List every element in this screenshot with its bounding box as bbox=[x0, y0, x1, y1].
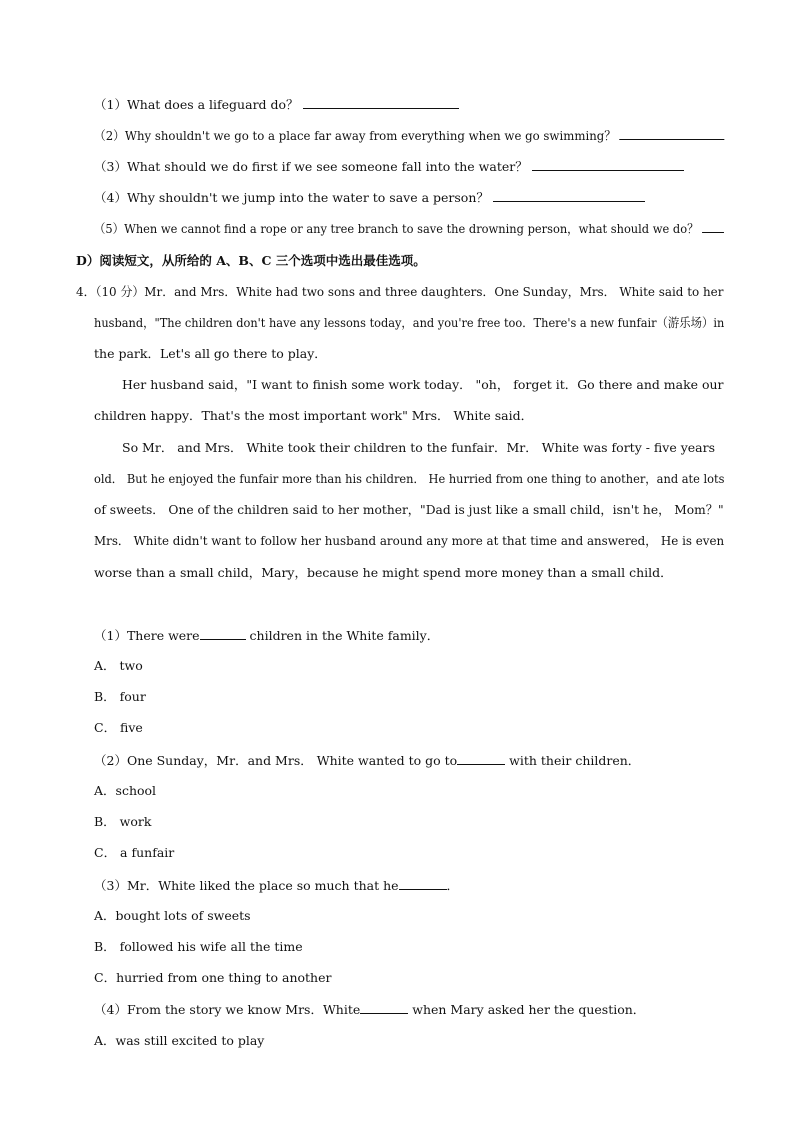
mc-q4-blank[interactable] bbox=[360, 1001, 408, 1014]
mc-q1-option-a[interactable]: A． two bbox=[94, 658, 143, 673]
mc-q3-option-a[interactable]: A．bought lots of sweets bbox=[94, 908, 251, 923]
mc-q2-blank[interactable] bbox=[457, 752, 505, 765]
mc-q3-option-b[interactable]: B． followed his wife all the time bbox=[94, 939, 303, 954]
mc-q4-option-a[interactable]: A．was still excited to play bbox=[94, 1033, 265, 1048]
answer-blank-4[interactable] bbox=[493, 189, 645, 202]
mc-q4-stem-a: （4）From the story we know Mrs．White bbox=[94, 1002, 361, 1017]
mc-question-3-stem bbox=[94, 877, 459, 894]
question-3-text: （3）What should we do first if we see someone fall into the water？ bbox=[94, 159, 528, 174]
passage-line-2: husband，"The children don't have any lessons today，and you're free too．There's a new funfair（游乐场）in bbox=[94, 315, 725, 330]
mc-q1-option-c[interactable]: C． five bbox=[94, 720, 143, 735]
answer-blank-3[interactable] bbox=[532, 158, 684, 171]
mc-q2-stem-b: with their children． bbox=[505, 753, 641, 768]
mc-question-1-stem bbox=[94, 627, 439, 644]
mc-question-2-stem bbox=[94, 752, 640, 769]
mc-q2-option-b[interactable]: B． work bbox=[94, 814, 152, 829]
question-1 bbox=[94, 96, 459, 113]
answer-blank-1[interactable] bbox=[303, 96, 459, 109]
mc-q4-stem-b: when Mary asked her the question． bbox=[408, 1002, 646, 1017]
mc-q2-option-c[interactable]: C． a funfair bbox=[94, 845, 175, 860]
question-5-text: （5）When we cannot find a rope or any tree branch to save the drowning person，what should we do？ bbox=[94, 221, 699, 236]
passage-line-5: children happy．That's the most important work" Mrs． White said． bbox=[94, 408, 534, 423]
mc-q1-stem-a: （1）There were bbox=[94, 628, 200, 643]
question-1-text: （1）What does a lifeguard do？ bbox=[94, 97, 299, 112]
passage-line-10: worse than a small child，Mary，because he might spend more money than a small child． bbox=[94, 565, 673, 580]
question-5 bbox=[94, 220, 724, 237]
passage-line-3: the park．Let's all go there to play． bbox=[94, 346, 327, 361]
mc-q3-option-c[interactable]: C．hurried from one thing to another bbox=[94, 970, 332, 985]
mc-q2-option-a[interactable]: A．school bbox=[94, 783, 157, 798]
mc-q3-blank[interactable] bbox=[399, 877, 447, 890]
passage-line-1: 4．（10 分）Mr．and Mrs．White had two sons and three daughters．One Sunday，Mrs． White said to her bbox=[76, 284, 724, 299]
mc-q1-option-b[interactable]: B． four bbox=[94, 689, 146, 704]
question-2 bbox=[94, 127, 725, 144]
answer-blank-5[interactable] bbox=[702, 220, 724, 233]
mc-question-4-stem bbox=[94, 1001, 645, 1018]
passage-line-6: So Mr． and Mrs． White took their children to the funfair．Mr． White was forty - five years bbox=[122, 440, 716, 455]
answer-blank-2[interactable] bbox=[620, 127, 725, 140]
passage-line-4: Her husband said，"I want to finish some work today． "oh， forget it．Go there and make our bbox=[122, 377, 724, 392]
passage-line-8: of sweets． One of the children said to her mother，"Dad is just like a small child，isn't he， Mom？" bbox=[94, 502, 724, 517]
mc-q3-stem-b: ． bbox=[446, 878, 460, 893]
mc-q2-stem-a: （2）One Sunday，Mr．and Mrs． White wanted to go to bbox=[94, 753, 458, 768]
mc-q1-stem-b: children in the White family． bbox=[245, 628, 440, 643]
section-d-heading: D）阅读短文，从所给的 A、B、C 三个选项中选出最佳选项。 bbox=[76, 253, 426, 268]
question-4 bbox=[94, 189, 645, 206]
passage-line-7: old． But he enjoyed the funfair more than his children． He hurried from one thing to another，and ate lots bbox=[94, 471, 725, 486]
question-4-text: （4）Why shouldn't we jump into the water to save a person？ bbox=[94, 190, 489, 205]
mc-q1-blank[interactable] bbox=[200, 627, 246, 640]
passage-line-9: Mrs． White didn't want to follow her husband around any more at that time and answered， He is even bbox=[94, 533, 725, 548]
question-2-text: （2）Why shouldn't we go to a place far away from everything when we go swimming？ bbox=[94, 128, 616, 143]
mc-q3-stem-a: （3）Mr．White liked the place so much that he bbox=[94, 878, 399, 893]
question-3 bbox=[94, 158, 684, 175]
